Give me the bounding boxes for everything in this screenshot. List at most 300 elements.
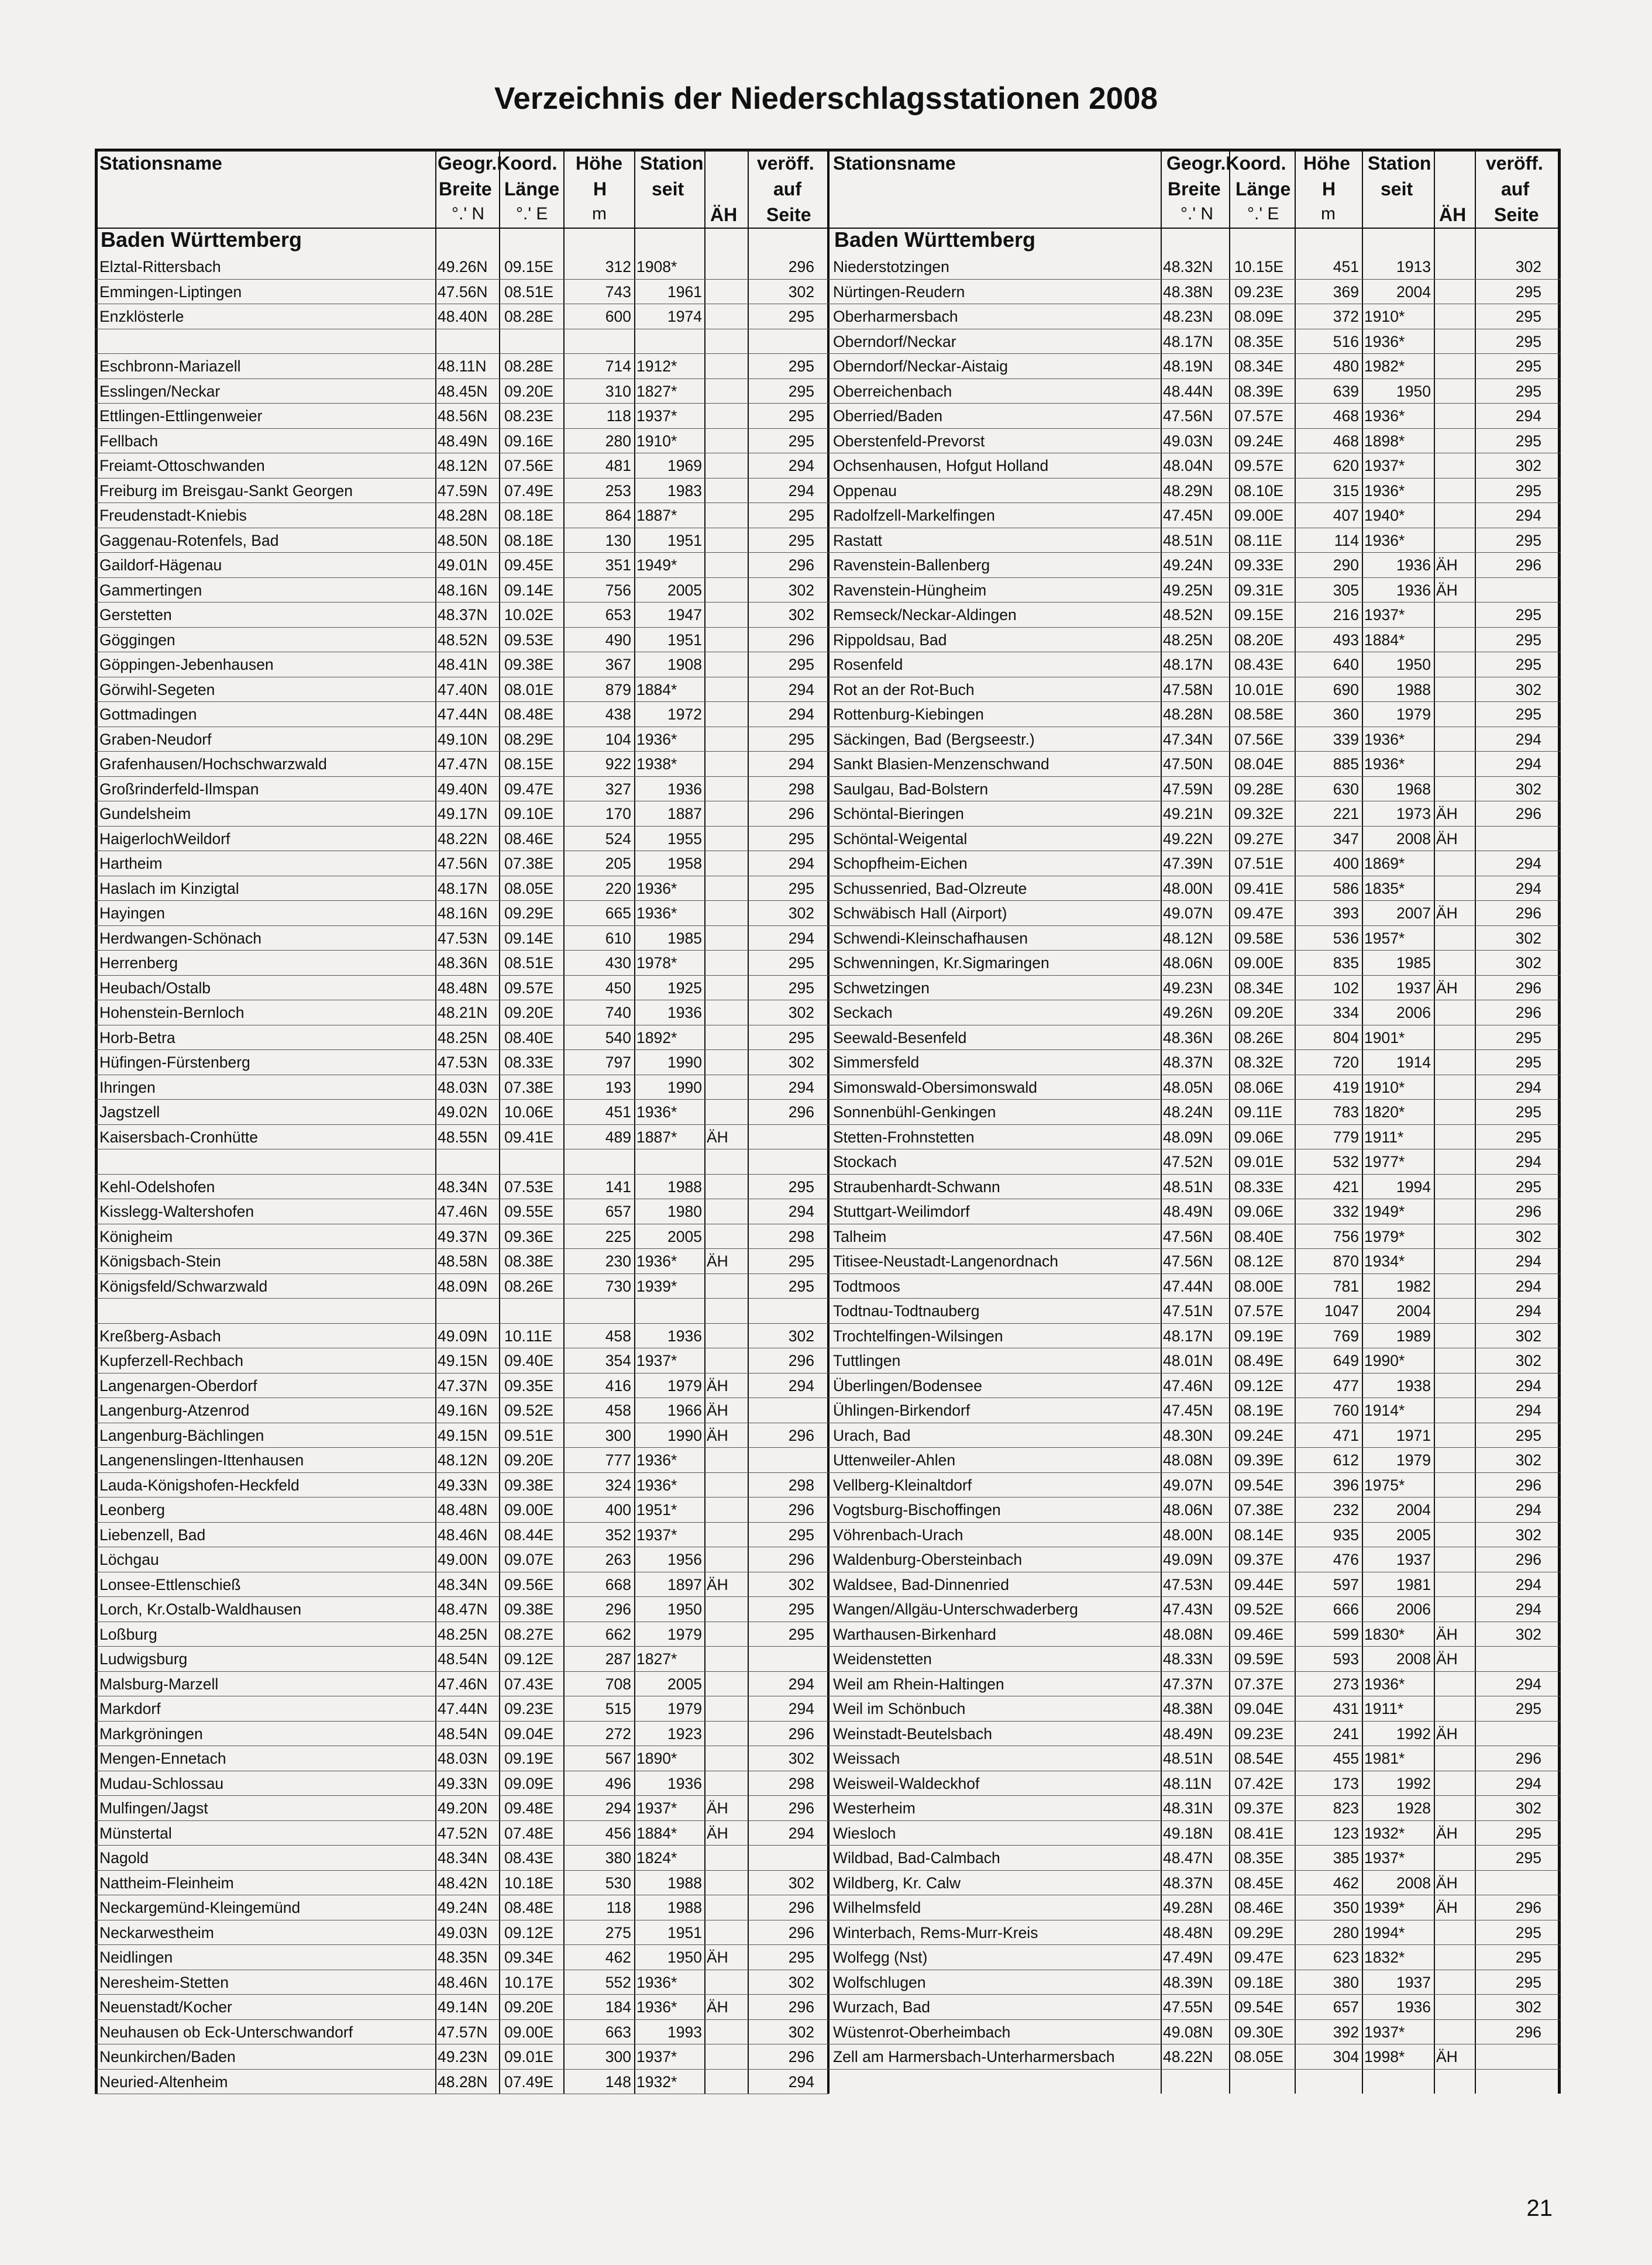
cell-seite: 295 [788, 829, 814, 848]
cell-station-name: Loßburg [99, 1625, 157, 1643]
cell-breite: 48.37N [438, 606, 488, 624]
cell-laenge: 09.27E [1234, 829, 1283, 848]
cell-breite: 49.22N [1163, 829, 1213, 848]
cell-station-name: Stuttgart-Weilimdorf [833, 1203, 970, 1220]
table-row [828, 1348, 1561, 1374]
cell-hoehe: 720 [1333, 1054, 1359, 1071]
cell-station-name: Kisslegg-Waltershofen [99, 1203, 254, 1220]
cell-seit: 2005 [667, 1675, 702, 1693]
cell-ah: ÄH [1436, 805, 1458, 822]
cell-station-name: Oppenau [833, 481, 897, 500]
cell-station-name: Emmingen-Liptingen [99, 283, 242, 301]
cell-breite: 47.45N [1163, 1402, 1213, 1419]
cell-seit: 1994* [1364, 1923, 1405, 1942]
cell-ah: ÄH [1436, 1874, 1458, 1892]
cell-station-name: Ravenstein-Hüngheim [833, 581, 987, 599]
cell-station-name: Ihringen [99, 1078, 156, 1096]
cell-laenge: 08.34E [1234, 979, 1283, 997]
cell-laenge: 09.00E [1234, 507, 1283, 524]
cell-seit: 1937* [636, 1526, 677, 1544]
cell-seite: 296 [1515, 556, 1541, 574]
table-row [95, 1871, 828, 1896]
cell-seit: 1951 [667, 531, 702, 549]
cell-station-name: Wangen/Allgäu-Unterschwaderberg [833, 1600, 1078, 1618]
table-row [95, 429, 828, 454]
cell-hoehe: 714 [605, 357, 631, 375]
cell-ah: ÄH [707, 1376, 728, 1395]
cell-breite: 47.44N [438, 705, 488, 723]
cell-hoehe: 451 [605, 1103, 631, 1121]
cell-laenge: 09.09E [504, 1774, 553, 1792]
cell-station-name: Eschbronn-Mariazell [99, 357, 241, 375]
cell-hoehe: 305 [1333, 581, 1359, 599]
cell-seit: 1992 [1396, 1774, 1431, 1792]
cell-seite: 295 [788, 407, 814, 425]
cell-laenge: 08.34E [1234, 357, 1283, 375]
cell-seit: 1949* [1364, 1203, 1405, 1220]
cell-breite: 49.26N [438, 258, 488, 276]
table-row [828, 453, 1561, 479]
cell-hoehe: 419 [1333, 1078, 1359, 1096]
cell-breite: 49.17N [438, 805, 488, 822]
table-row [95, 1523, 828, 1548]
cell-station-name: Jagstzell [99, 1103, 160, 1121]
cell-laenge: 09.19E [1234, 1327, 1283, 1345]
cell-station-name: Waldenburg-Obersteinbach [833, 1551, 1023, 1568]
cell-hoehe: 666 [1333, 1600, 1359, 1618]
cell-seit: 1957* [1364, 929, 1405, 947]
cell-seit: 1936 [667, 1327, 702, 1345]
cell-seit: 1982 [1396, 1277, 1431, 1295]
cell-laenge: 09.12E [504, 1650, 553, 1668]
cell-hoehe: 462 [605, 1949, 631, 1966]
cell-seite: 294 [1515, 407, 1541, 425]
cell-seit: 1936 [1396, 581, 1431, 599]
table-row [828, 1498, 1561, 1523]
col-header-geo: Geogr.Koord. [438, 153, 557, 174]
cell-breite: 47.59N [1163, 780, 1213, 798]
cell-breite: 49.25N [1163, 581, 1213, 599]
table-row [828, 329, 1561, 354]
table-row [95, 1473, 828, 1498]
table-row [828, 777, 1561, 802]
col-header-breite: Breite [1168, 178, 1221, 199]
cell-station-name: Königsfeld/Schwarzwald [99, 1277, 268, 1295]
cell-hoehe: 380 [605, 1849, 631, 1867]
cell-breite: 48.28N [438, 2073, 488, 2091]
table-row [828, 1945, 1561, 1970]
cell-station-name: Remseck/Neckar-Aldingen [833, 606, 1017, 624]
cell-breite: 48.22N [438, 829, 488, 848]
cell-laenge: 09.14E [504, 581, 553, 599]
cell-seit: 1989 [1396, 1327, 1431, 1345]
cell-seite: 298 [788, 1774, 814, 1792]
table-row [95, 1324, 828, 1349]
cell-seit: 1938 [1396, 1376, 1431, 1395]
col-unit-hoehe: m [1321, 204, 1336, 223]
table-row [95, 1374, 828, 1399]
cell-seit: 1937* [636, 1799, 677, 1817]
cell-hoehe: 148 [605, 2073, 631, 2091]
cell-breite: 48.19N [1163, 357, 1213, 375]
cell-station-name: Wolfschlugen [833, 1973, 926, 1991]
cell-hoehe: 649 [1333, 1352, 1359, 1369]
cell-hoehe: 232 [1333, 1501, 1359, 1519]
cell-hoehe: 610 [605, 929, 631, 947]
cell-station-name: Schopfheim-Eichen [833, 855, 968, 872]
table-row [95, 851, 828, 876]
cell-station-name: Löchgau [99, 1551, 159, 1568]
cell-station-name: Kreßberg-Asbach [99, 1327, 221, 1345]
cell-breite: 49.15N [438, 1352, 488, 1369]
cell-seite: 296 [1515, 1476, 1541, 1494]
cell-breite: 48.04N [1163, 457, 1213, 474]
cell-seite: 295 [1515, 357, 1541, 375]
cell-seit: 1936 [667, 1004, 702, 1021]
cell-seit: 1936* [636, 1476, 677, 1494]
cell-station-name: Graben-Neudorf [99, 730, 212, 748]
cell-hoehe: 515 [605, 1700, 631, 1717]
table-row [95, 1025, 828, 1051]
cell-seit: 1958 [667, 855, 702, 872]
cell-seit: 1985 [667, 929, 702, 947]
cell-laenge: 09.37E [1234, 1551, 1283, 1568]
cell-seite: 295 [1515, 1178, 1541, 1196]
cell-hoehe: 118 [606, 1899, 631, 1916]
cell-station-name: Horb-Betra [99, 1028, 175, 1047]
cell-breite: 48.58N [438, 1252, 488, 1270]
cell-breite: 48.46N [438, 1973, 488, 1991]
cell-seit: 1869* [1364, 855, 1405, 872]
cell-seite: 295 [1515, 1426, 1541, 1444]
table-row [828, 677, 1561, 703]
cell-hoehe: 597 [1333, 1575, 1359, 1593]
table-row [95, 1423, 828, 1448]
cell-breite: 48.48N [438, 979, 488, 997]
table-row [95, 801, 828, 827]
table-row [95, 1796, 828, 1821]
cell-laenge: 08.49E [1234, 1352, 1283, 1369]
cell-breite: 48.09N [1163, 1128, 1213, 1146]
table-row [828, 1448, 1561, 1473]
cell-breite: 47.53N [438, 929, 488, 947]
cell-station-name: Freudenstadt-Kniebis [99, 507, 247, 524]
cell-seite: 302 [788, 1874, 814, 1892]
cell-station-name: Königheim [99, 1227, 173, 1245]
cell-laenge: 08.43E [504, 1849, 553, 1867]
cell-seite: 302 [788, 581, 814, 599]
cell-hoehe: 351 [605, 556, 631, 574]
cell-breite: 48.17N [1163, 656, 1213, 673]
cell-seit: 1983 [667, 481, 702, 500]
cell-station-name: Göggingen [99, 631, 175, 649]
col-header-name: Stationsname [99, 153, 222, 174]
col-header-station: Station [640, 153, 704, 174]
cell-breite: 47.57N [438, 2023, 488, 2041]
table-row [95, 404, 828, 429]
cell-station-name: Göppingen-Jebenhausen [99, 656, 274, 673]
cell-seite: 296 [788, 1923, 814, 1942]
table-row [95, 1249, 828, 1274]
table-row [95, 254, 828, 280]
table-row [95, 503, 828, 528]
cell-seit: 1990* [1364, 1352, 1405, 1369]
cell-breite: 48.49N [1163, 1203, 1213, 1220]
table-row [828, 628, 1561, 653]
table-header [828, 152, 1561, 229]
cell-seit: 1908* [636, 258, 677, 276]
cell-laenge: 09.15E [1234, 606, 1283, 624]
cell-laenge: 09.37E [1234, 1799, 1283, 1817]
cell-breite: 48.45N [438, 382, 488, 400]
cell-seite: 294 [1515, 1501, 1541, 1519]
cell-station-name: Münstertal [99, 1824, 172, 1842]
cell-hoehe: 653 [605, 606, 631, 624]
cell-hoehe: 290 [1333, 556, 1359, 574]
cell-breite: 49.09N [438, 1327, 488, 1345]
cell-hoehe: 310 [605, 382, 631, 400]
col-header-auf: auf [1501, 178, 1529, 199]
cell-laenge: 09.51E [504, 1426, 553, 1444]
col-header-seite: Seite [1494, 204, 1539, 225]
cell-laenge: 08.28E [504, 357, 553, 375]
cell-seit: 1937* [1364, 457, 1405, 474]
cell-seite: 296 [788, 258, 814, 276]
cell-seit: 2004 [1396, 283, 1431, 301]
cell-laenge: 09.11E [1234, 1103, 1283, 1121]
cell-breite: 49.16N [438, 1402, 488, 1419]
cell-hoehe: 630 [1333, 780, 1359, 798]
cell-seite: 295 [788, 531, 814, 549]
cell-seit: 1892* [636, 1028, 677, 1047]
col-header-hoehe-h: H [593, 178, 607, 199]
table-row [828, 2044, 1561, 2070]
cell-seite: 302 [1515, 1227, 1541, 1245]
cell-seit: 1938* [636, 755, 677, 773]
cell-hoehe: 102 [1333, 979, 1359, 997]
cell-laenge: 09.55E [504, 1203, 553, 1220]
cell-breite: 48.52N [438, 631, 488, 649]
cell-breite: 47.39N [1163, 855, 1213, 872]
cell-laenge: 09.45E [504, 556, 553, 574]
cell-breite: 48.34N [438, 1575, 488, 1593]
cell-station-name: Kehl-Odelshofen [99, 1178, 215, 1196]
cell-seite: 302 [1515, 1352, 1541, 1369]
cell-hoehe: 263 [605, 1551, 631, 1568]
cell-seite: 294 [788, 1203, 814, 1220]
cell-laenge: 09.01E [504, 2048, 553, 2066]
cell-seite: 295 [788, 1028, 814, 1047]
cell-hoehe: 369 [1333, 283, 1359, 301]
cell-seit: 1936 [667, 780, 702, 798]
cell-station-name: Oberndorf/Neckar-Aistaig [833, 357, 1008, 375]
cell-station-name: Gerstetten [99, 606, 172, 624]
col-unit-breite: °.' N [1181, 204, 1214, 223]
cell-hoehe: 350 [1333, 1899, 1359, 1916]
cell-seit: 1887* [636, 1128, 677, 1146]
cell-hoehe: 612 [1333, 1451, 1359, 1469]
cell-seite: 295 [788, 1600, 814, 1618]
cell-seit: 1936* [636, 1998, 677, 2016]
cell-seite: 295 [1515, 308, 1541, 325]
cell-seite: 294 [1515, 1277, 1541, 1295]
cell-laenge: 08.29E [504, 730, 553, 748]
cell-breite: 47.34N [1163, 730, 1213, 748]
table-row [95, 1945, 828, 1970]
cell-seite: 294 [1515, 1078, 1541, 1096]
table-row [828, 1523, 1561, 1548]
cell-seite: 302 [1515, 1625, 1541, 1643]
cell-seit: 1961 [667, 283, 702, 301]
cell-hoehe: 781 [1333, 1277, 1359, 1295]
table-row [95, 777, 828, 802]
cell-hoehe: 393 [1333, 904, 1359, 922]
table-row [828, 1871, 1561, 1896]
cell-station-name: Radolfzell-Markelfingen [833, 507, 995, 524]
col-header-seit: seit [652, 178, 684, 199]
table-row [828, 976, 1561, 1001]
table-row [95, 379, 828, 404]
cell-station-name: Simmersfeld [833, 1054, 920, 1071]
table-row [95, 553, 828, 578]
left-table [95, 149, 828, 2094]
cell-breite: 49.33N [438, 1476, 488, 1494]
cell-laenge: 10.01E [1234, 680, 1283, 698]
cell-seite: 295 [1515, 1824, 1541, 1842]
cell-hoehe: 352 [605, 1526, 631, 1544]
cell-laenge: 08.51E [504, 283, 553, 301]
cell-laenge: 07.48E [504, 1824, 553, 1842]
table-row [828, 1722, 1561, 1747]
cell-station-name: Schwäbisch Hall (Airport) [833, 904, 1007, 922]
cell-seit: 2008 [1396, 1874, 1431, 1892]
cell-ah: ÄH [1436, 581, 1458, 599]
cell-breite: 48.00N [1163, 879, 1213, 897]
cell-seite: 295 [788, 730, 814, 748]
cell-seit: 1925 [667, 979, 702, 997]
table-row [95, 280, 828, 305]
cell-laenge: 07.56E [504, 457, 553, 474]
cell-laenge: 09.54E [1234, 1476, 1283, 1494]
cell-laenge: 08.54E [1234, 1750, 1283, 1767]
cell-station-name: Ravenstein-Ballenberg [833, 556, 990, 574]
cell-seit: 1990 [667, 1054, 702, 1071]
cell-station-name: Rippoldsau, Bad [833, 631, 947, 649]
cell-seit: 1955 [667, 829, 702, 848]
cell-station-name: Heubach/Ostalb [99, 979, 211, 997]
table-row [95, 901, 828, 926]
cell-station-name: Weisweil-Waldeckhof [833, 1774, 980, 1792]
cell-laenge: 09.06E [1234, 1128, 1283, 1146]
cell-station-name: Wüstenrot-Oberheimbach [833, 2023, 1011, 2041]
cell-laenge: 09.06E [1234, 1203, 1283, 1220]
cell-station-name: Neckarwestheim [99, 1923, 214, 1942]
cell-hoehe: 586 [1333, 879, 1359, 897]
cell-seite: 295 [788, 879, 814, 897]
cell-laenge: 09.12E [1234, 1376, 1283, 1395]
cell-seite: 294 [1515, 855, 1541, 872]
cell-seit: 1912* [636, 357, 677, 375]
cell-laenge: 08.18E [504, 507, 553, 524]
cell-laenge: 09.41E [1234, 879, 1283, 897]
cell-laenge: 09.10E [504, 805, 553, 822]
table-header [95, 152, 828, 229]
cell-breite: 48.03N [438, 1078, 488, 1096]
cell-seit: 1914 [1396, 1054, 1431, 1071]
table-row [828, 1224, 1561, 1249]
table-row [828, 876, 1561, 901]
cell-breite: 49.07N [1163, 904, 1213, 922]
cell-seit: 1972 [667, 705, 702, 723]
cell-hoehe: 205 [605, 855, 631, 872]
col-header-laenge: Länge [1235, 178, 1291, 199]
cell-seite: 294 [788, 1078, 814, 1096]
table-row [95, 1970, 828, 1995]
table-row [95, 2044, 828, 2070]
cell-laenge: 08.12E [1234, 1252, 1283, 1270]
cell-ah: ÄH [1436, 1625, 1458, 1643]
cell-breite: 48.28N [438, 507, 488, 524]
cell-breite: 48.32N [1163, 258, 1213, 276]
cell-laenge: 08.15E [504, 755, 553, 773]
cell-hoehe: 273 [1333, 1675, 1359, 1693]
col-unit-laenge: °.' E [1247, 204, 1279, 223]
cell-hoehe: 296 [605, 1600, 631, 1618]
cell-seite: 302 [788, 1327, 814, 1345]
cell-seite: 295 [1515, 283, 1541, 301]
cell-seite: 295 [1515, 656, 1541, 673]
cell-seit: 1932* [636, 2073, 677, 2091]
cell-station-name: Neuhausen ob Eck-Unterschwandorf [99, 2023, 353, 2041]
cell-laenge: 09.36E [504, 1227, 553, 1245]
cell-ah: ÄH [707, 1252, 728, 1270]
cell-laenge: 07.38E [1234, 1501, 1283, 1519]
table-row [828, 1821, 1561, 1846]
cell-laenge: 09.23E [1234, 283, 1283, 301]
cell-seit: 1910* [1364, 308, 1405, 325]
table-row [95, 329, 828, 354]
cell-seite: 302 [788, 1575, 814, 1593]
cell-hoehe: 354 [605, 1352, 631, 1369]
cell-seite: 302 [1515, 258, 1541, 276]
cell-seit: 1936* [1364, 1675, 1405, 1693]
cell-seite: 295 [788, 1949, 814, 1966]
cell-hoehe: 1047 [1324, 1302, 1359, 1320]
cell-breite: 48.33N [1163, 1650, 1213, 1668]
cell-hoehe: 216 [1333, 606, 1359, 624]
cell-breite: 48.22N [1163, 2048, 1213, 2066]
cell-seite: 294 [1515, 1153, 1541, 1171]
cell-seite: 295 [1515, 705, 1541, 723]
cell-station-name: Weissach [833, 1750, 900, 1767]
cell-seit: 1937 [1396, 1973, 1431, 1991]
cell-station-name: Mudau-Schlossau [99, 1774, 224, 1792]
cell-laenge: 08.43E [1234, 656, 1283, 673]
cell-laenge: 07.53E [504, 1178, 553, 1196]
cell-laenge: 08.45E [1234, 1874, 1283, 1892]
cell-seit: 1973 [1396, 805, 1431, 822]
cell-seite: 295 [788, 1277, 814, 1295]
cell-hoehe: 304 [1333, 2048, 1359, 2066]
cell-seite: 302 [788, 606, 814, 624]
cell-laenge: 07.51E [1234, 855, 1283, 872]
cell-hoehe: 173 [1333, 1774, 1359, 1792]
cell-breite: 48.50N [438, 531, 488, 549]
cell-laenge: 09.04E [1234, 1700, 1283, 1717]
cell-laenge: 09.20E [504, 382, 553, 400]
cell-station-name: Leonberg [99, 1501, 165, 1519]
cell-seite: 295 [1515, 382, 1541, 400]
